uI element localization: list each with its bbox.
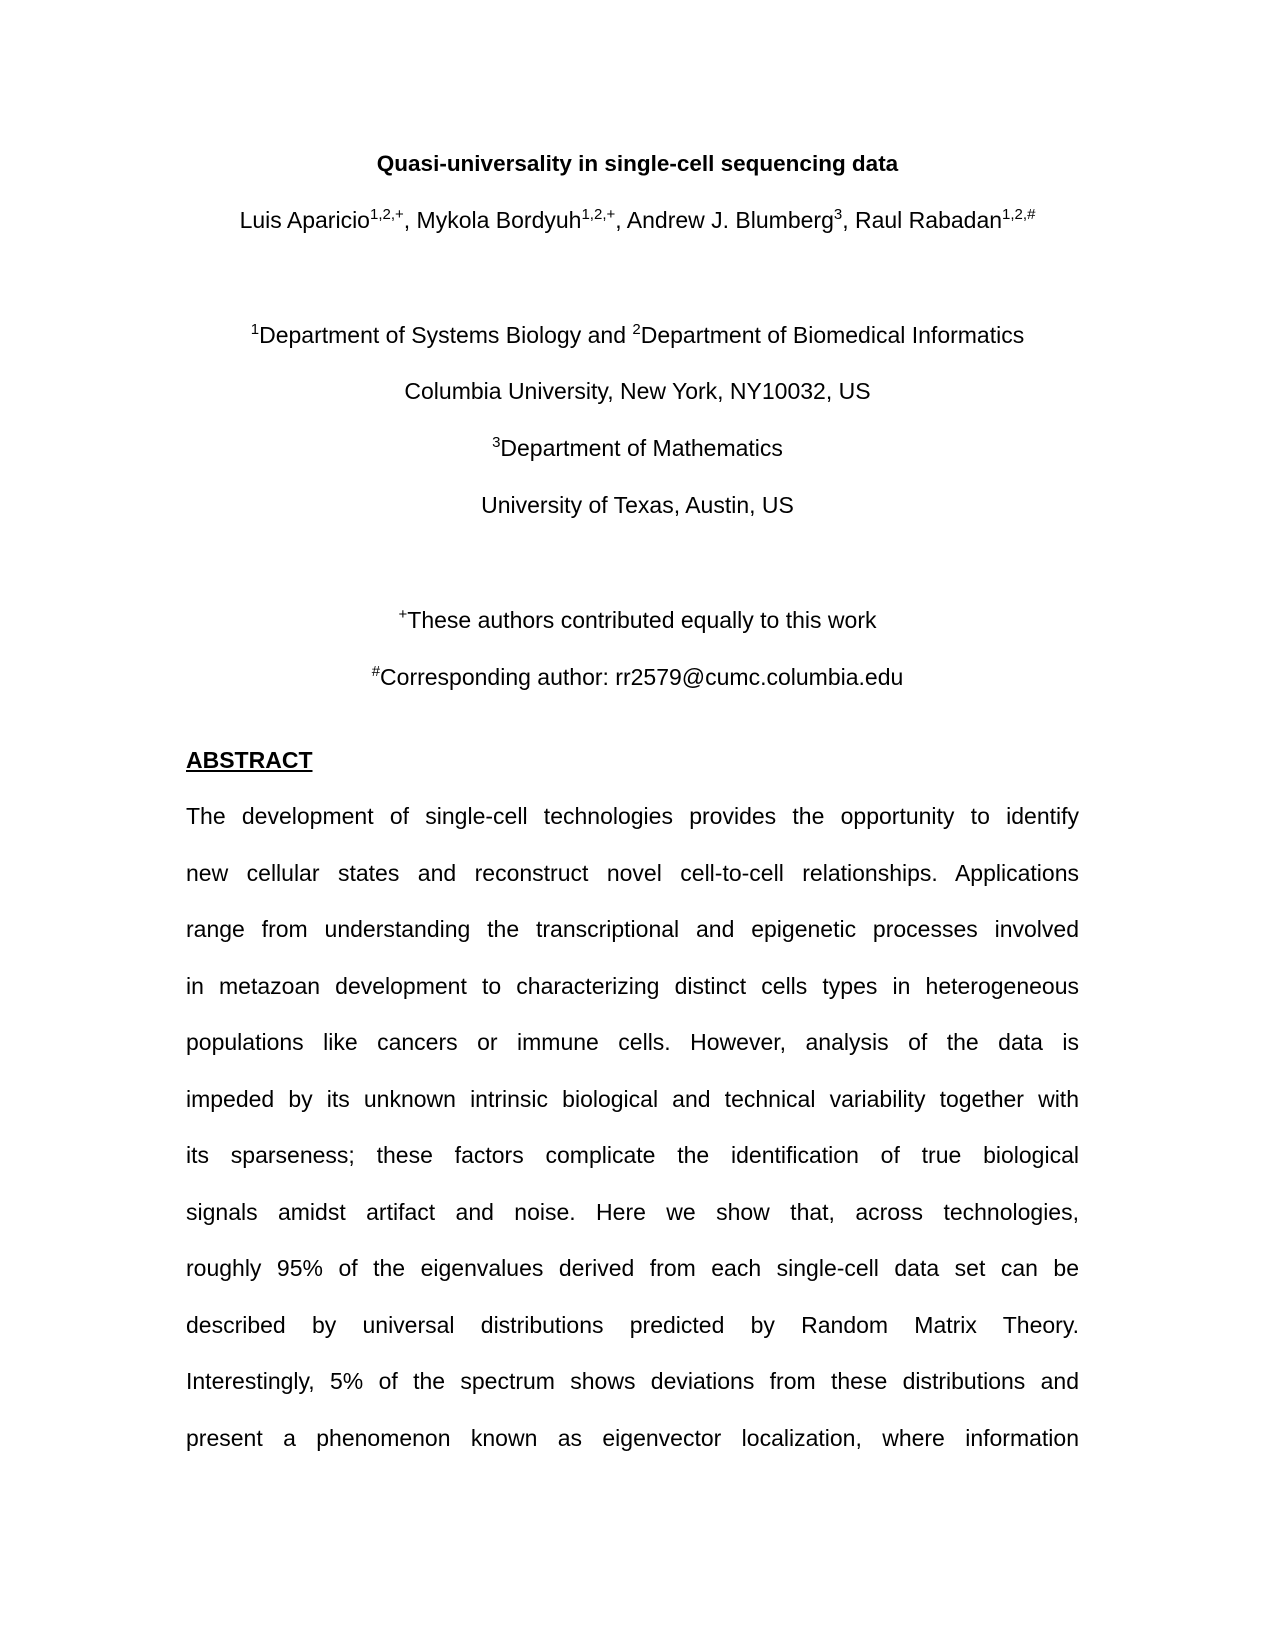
abstract-line: in metazoan development to characterizing distinct cells types in heterogeneous	[186, 973, 1079, 999]
author-separator: ,	[842, 207, 855, 233]
abstract-line: new cellular states and reconstruct novel cell-to-cell relationships. Applications	[186, 860, 1079, 886]
paper-title: Quasi-universality in single-cell sequencing data	[376, 151, 899, 176]
note-text: These authors contributed equally to this work	[407, 607, 877, 633]
affiliation-sup: 1	[250, 321, 260, 338]
note-sup: #	[371, 663, 381, 680]
note-sup: +	[398, 606, 408, 623]
affiliation-sup: 3	[492, 434, 501, 451]
author-affiliation-sup: 1,2,#	[1002, 206, 1036, 223]
author-separator: ,	[615, 207, 627, 233]
abstract-line: impeded by its unknown intrinsic biological and technical variability together with	[186, 1086, 1079, 1112]
abstract-heading: ABSTRACT	[186, 747, 313, 773]
abstract-line: signals amidst artifact and noise. Here we show that, across technologies,	[186, 1199, 1079, 1225]
author-separator: ,	[403, 207, 417, 233]
author-affiliation-sup: 1,2,+	[369, 206, 404, 223]
note-text: Corresponding author: rr2579@cumc.columbia.edu	[380, 664, 904, 690]
abstract-line: populations like cancers or immune cells. However, analysis of the data is	[186, 1029, 1079, 1055]
corresponding-author-note	[0, 662, 1275, 692]
author-name: Andrew J. Blumberg	[626, 207, 834, 233]
affiliation-line: University of Texas, Austin, US	[481, 492, 794, 518]
author-affiliation-sup: 1,2,+	[581, 206, 616, 223]
author-affiliation-sup: 3	[833, 206, 843, 223]
affiliation-sup: 2	[632, 321, 641, 338]
affiliation-line: Columbia University, New York, NY10032, US	[404, 378, 871, 404]
abstract-line: Interestingly, 5% of the spectrum shows deviations from these distributions and	[186, 1368, 1079, 1394]
abstract-line: range from understanding the transcriptional and epigenetic processes involved	[186, 916, 1079, 942]
abstract-line: described by universal distributions predicted by Random Matrix Theory.	[186, 1312, 1079, 1338]
abstract-line: its sparseness; these factors complicate the identification of true biological	[186, 1142, 1079, 1168]
affiliation-text: Department of Biomedical Informatics	[640, 322, 1025, 348]
affiliation-text: Department of Systems Biology and	[259, 322, 633, 348]
affiliation-line	[0, 433, 1275, 463]
author-name: Mykola Bordyuh	[416, 207, 582, 233]
abstract-line: roughly 95% of the eigenvalues derived from each single-cell data set can be	[186, 1255, 1079, 1281]
abstract-line: present a phenomenon known as eigenvector localization, where information	[186, 1425, 1079, 1451]
equal-contribution-note	[0, 605, 1275, 635]
author-name: Luis Aparicio	[239, 207, 370, 233]
affiliation-text: Department of Mathematics	[500, 435, 783, 461]
author-name: Raul Rabadan	[854, 207, 1003, 233]
author-list	[0, 205, 1275, 235]
abstract-line: The development of single-cell technologies provides the opportunity to identify	[186, 803, 1079, 829]
affiliation-line	[0, 320, 1275, 350]
